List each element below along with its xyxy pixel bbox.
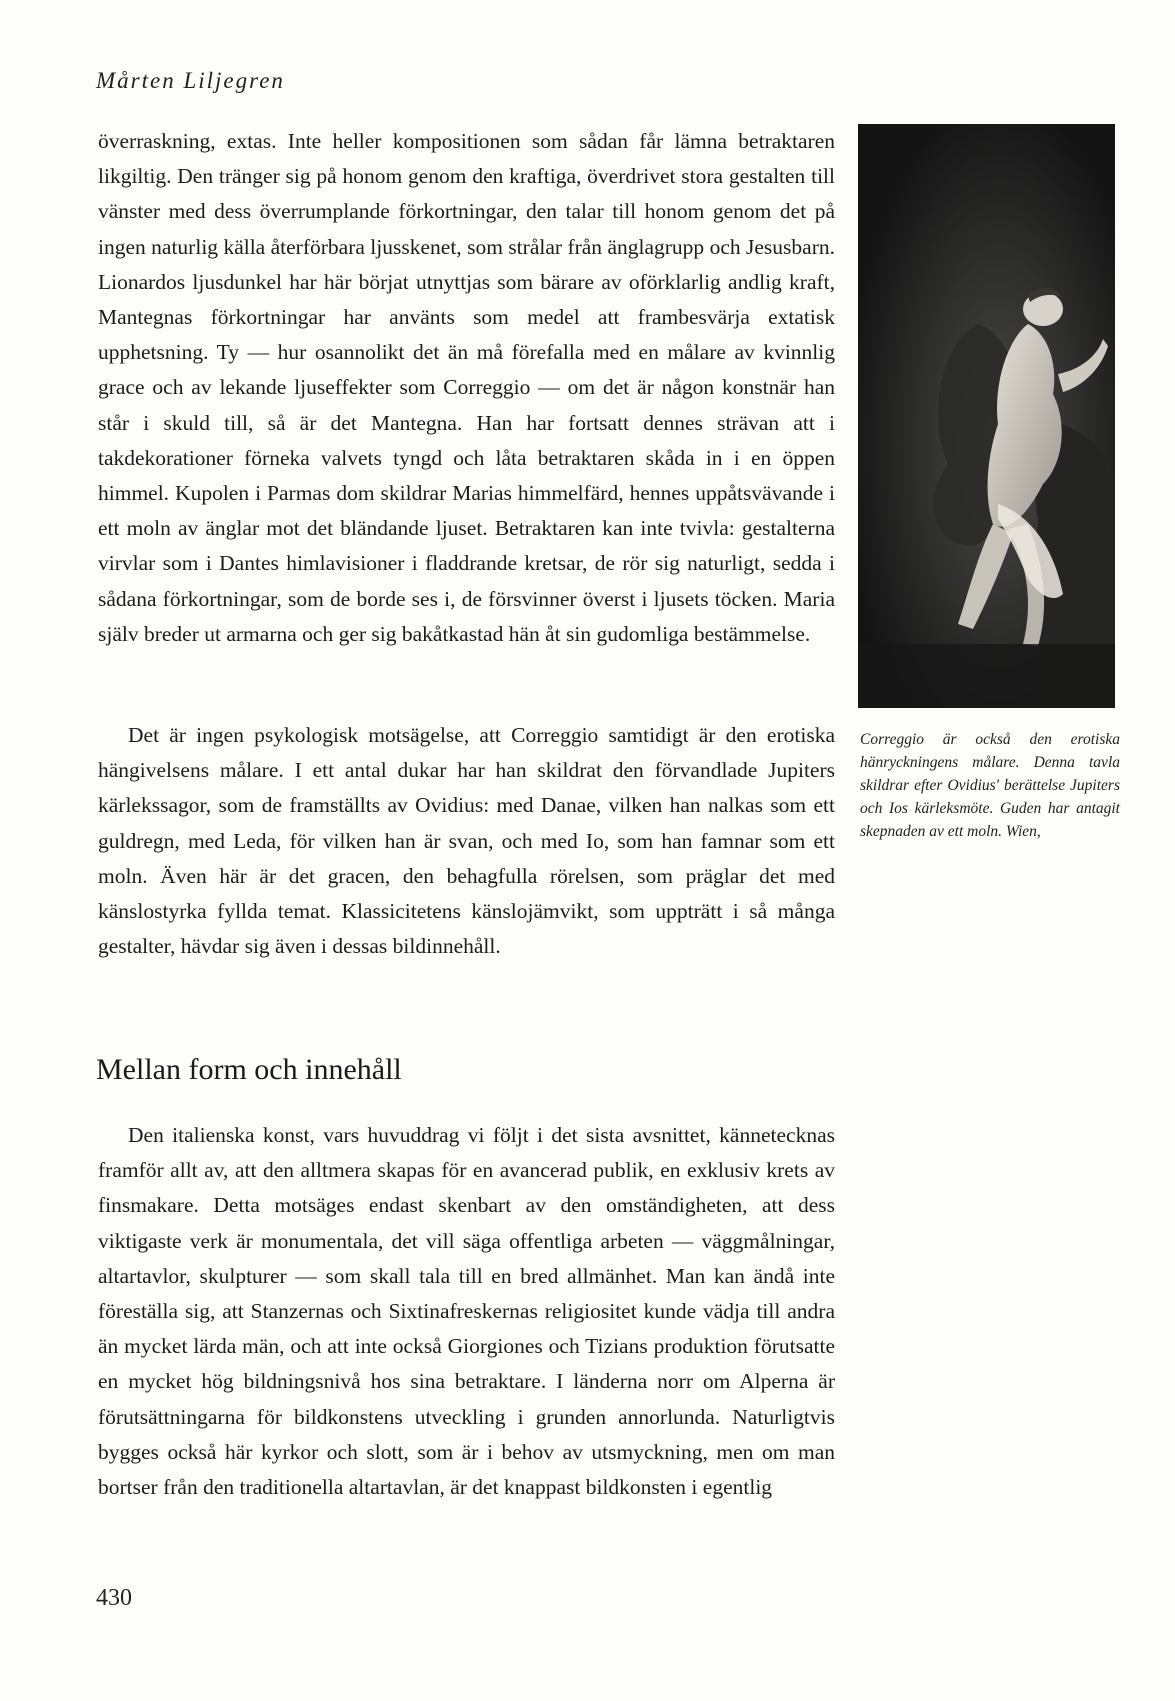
- painting-illustration: [858, 124, 1115, 708]
- running-head-author: Mårten Liljegren: [96, 68, 285, 93]
- page-number: 430: [96, 1585, 132, 1611]
- figure-caption: Correggio är också den erotiska hänryckningens målare. Denna tavla skildrar efter Ovidius' berättelse Jupiters och Ios kärleksmöte. Guden har antagit skepnaden av ett moln. Wien,: [860, 731, 1120, 840]
- io-painting-image: [858, 124, 1115, 708]
- body-paragraph: Den italienska konst, vars huvuddrag vi följt i det sista avsnittet, kännetecknas framför allt av, att den alltmera skapas för en avancerad publik, en exklusiv krets av finsmakare. Detta motsäges endast skenbart av den omständigheten, att dess viktigaste verk är monumentala, det vill säga offentliga arbeten — väggmålningar, altartavlor, skulpturer — som skall tala till en bred allmänhet. Man kan ändå inte föreställa sig, att Stanzernas och Sixtinafreskernas religiositet kunde vädja till andra än mycket lärda män, och att inte också Giorgiones och Tizians produktion förutsatte en mycket hög bildningsnivå hos sina betraktare. I länderna norr om Alperna är förutsättningarna för bildkonstens utveckling i grunden annorlunda. Naturligtvis bygges också här kyrkor och slott, som är i behov av utsmyckning, men om man bortser från den traditionella altartavlan, är det knappast bildkonsten i egentlig: [98, 1123, 835, 1500]
- body-paragraph: överraskning, extas. Inte heller kompositionen som sådan får lämna betraktaren likgiltig. Den tränger sig på honom genom den kraftiga, överdrivet stora gestalten till vänster med dess överrumplande förkortningar, den talar till honom genom det på ingen naturlig källa återförbara ljusskenet, som strålar från änglagrupp och Jesusbarn. Lionardos ljusdunkel har här börjat utnyttjas som bärare av oförklarlig andlig kraft, Mantegnas förkortningar har använts som medel att frambesvärja extatisk upphetsning. Ty — hur osannolikt det än må förefalla med en målare av kvinnlig grace och av lekande ljuseffekter som Correggio — om det är någon konstnär han står i skuld till, så är det Mantegna. Han har fortsatt dennes strävan att i takdekorationer förneka valvets tyngd och låta betraktaren skåda in i en öppen himmel. Kupolen i Parmas dom skildrar Marias himmelfärd, hennes uppåtsvävande i ett moln av änglar mot det bländande ljuset. Betraktaren kan inte tvivla: gestalterna virvlar som i Dantes himlavisioner i fladdrande kretsar, de rör sig naturligt, sedda i sådana förkortningar, som de borde ses i, de försvinner överst i ljusets töcken. Maria själv breder ut armarna och ger sig bakåtkastad hän åt sin gudomliga bestämmelse.: [98, 129, 835, 646]
- body-paragraph: Det är ingen psykologisk motsägelse, att Correggio samtidigt är den erotiska hängivelsens målare. I ett antal dukar har han skildrat den förvandlade Jupiters kärlekssagor, som de framställts av Ovidius: med Danae, vilken han nalkas som ett guldregn, med Leda, för vilken han är svan, och med Io, som han famnar som ett moln. Även här är det gracen, den behagfulla rörelsen, som präglar det med känslostyrka fyllda temat. Klassicitetens känslojämvikt, som uppträtt i så många gestalter, hävdar sig även i dessas bildinnehåll.: [98, 723, 835, 959]
- section-heading: Mellan form och innehåll: [96, 1053, 402, 1086]
